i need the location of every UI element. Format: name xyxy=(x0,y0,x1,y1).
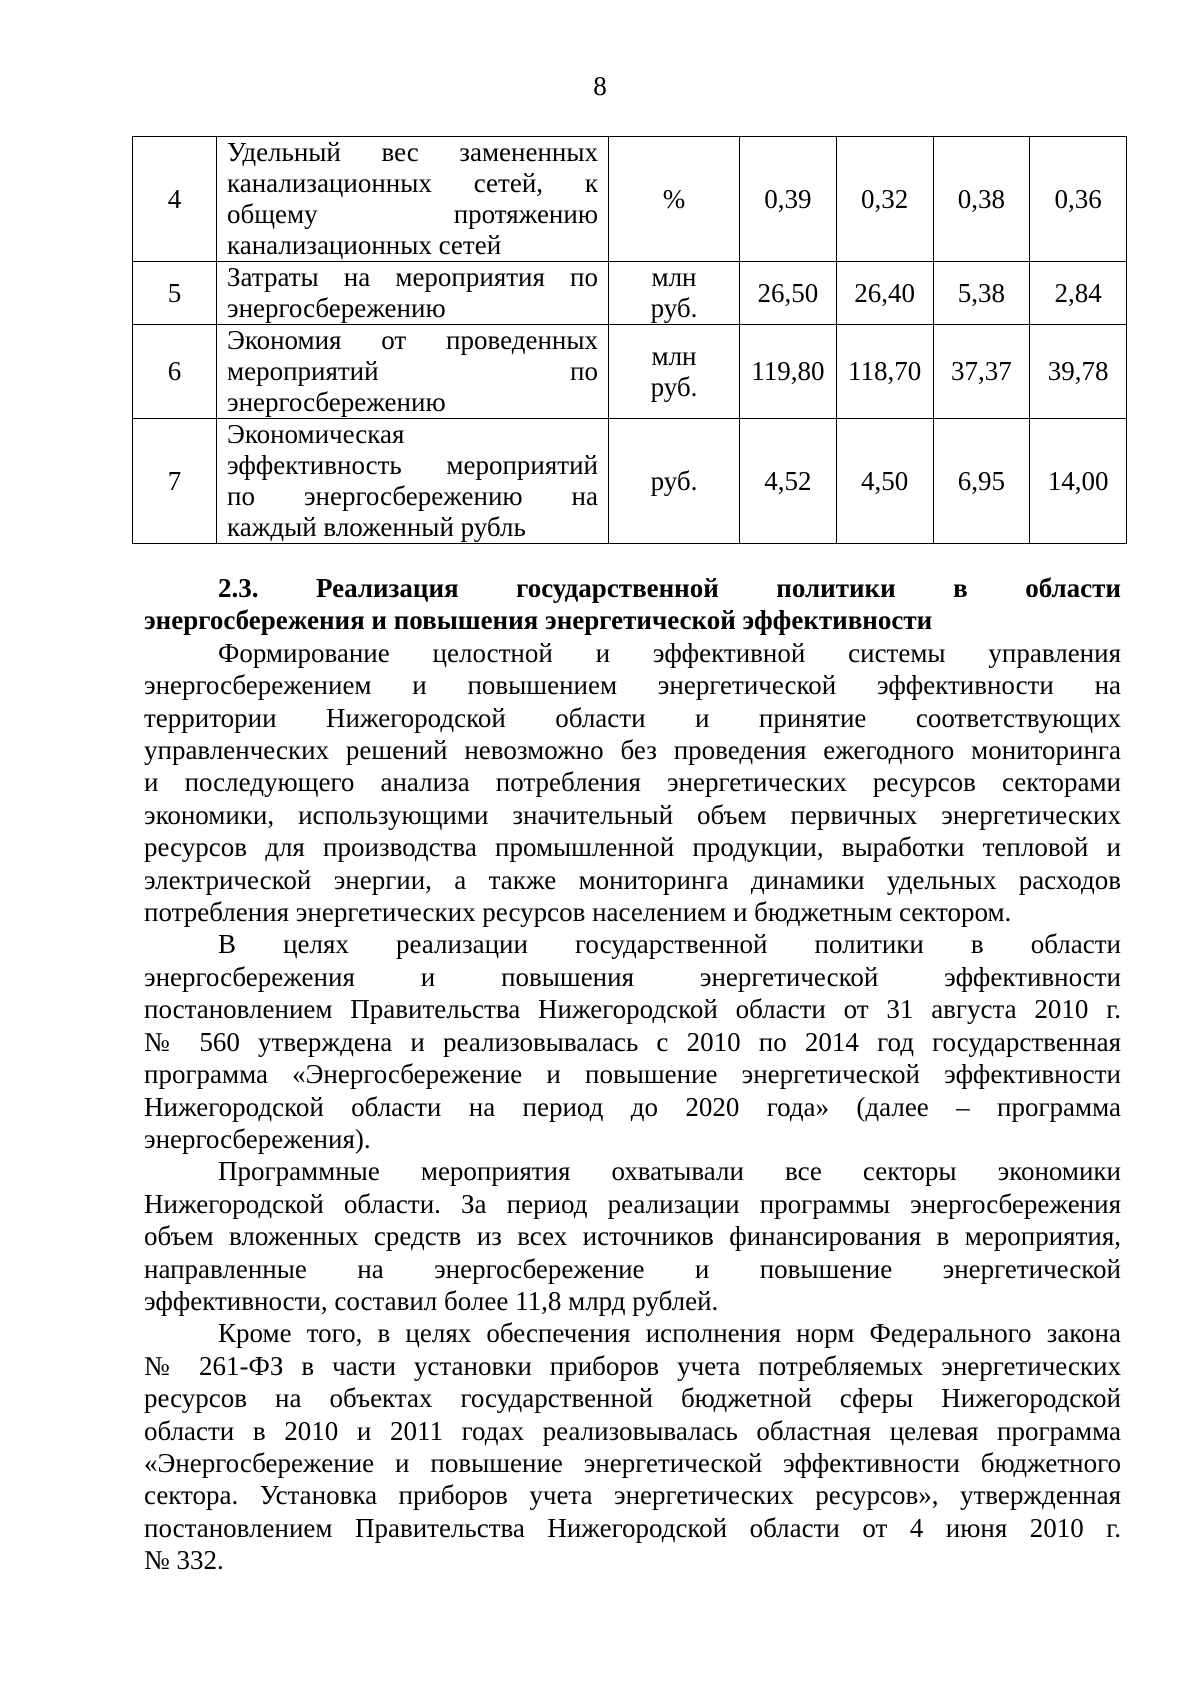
paragraph-line: энергосбережением и повышением энергетической эффективности на xyxy=(144,670,1121,701)
unit-cell xyxy=(609,419,740,544)
indicator-name-line: Удельный вес замененных xyxy=(227,137,598,167)
value-cell: 118,70 xyxy=(836,325,933,419)
value-cell: 6,95 xyxy=(933,419,1030,544)
unit-line: % xyxy=(662,183,686,214)
table-row xyxy=(133,262,1127,325)
indicator-name-line: Экономическая xyxy=(227,419,405,449)
paragraph-line: постановлением Правительства Нижегородской области от 4 июня 2010 г. xyxy=(144,1512,1121,1543)
section-heading xyxy=(144,572,1121,637)
paragraph-line: направленные на энергосбережение и повышение энергетической xyxy=(144,1253,1121,1284)
value-cell: 26,40 xyxy=(836,262,933,325)
indicator-name-cell xyxy=(217,325,609,419)
paragraph-line: Кроме того, в целях обеспечения исполнения норм Федерального закона xyxy=(218,1318,1121,1349)
paragraph-line: № 332. xyxy=(144,1545,224,1576)
row-number-cell: 4 xyxy=(133,137,217,262)
indicator-name-cell xyxy=(217,262,609,325)
unit-line: руб. xyxy=(650,371,698,402)
value-cell: 0,36 xyxy=(1030,137,1127,262)
paragraph-line: эффективности, составил более 11,8 млрд рублей. xyxy=(144,1285,719,1316)
paragraph-line: энергосбережения и повышения энергетической эффективности xyxy=(144,961,1121,992)
paragraph xyxy=(144,637,1121,929)
row-number-cell: 5 xyxy=(133,262,217,325)
paragraph-line: ресурсов на объектах государственной бюджетной сферы Нижегородской xyxy=(144,1383,1121,1414)
unit-cell xyxy=(609,325,740,419)
paragraph-line: сектора. Установка приборов учета энергетических ресурсов», утвержденная xyxy=(144,1480,1121,1511)
indicators-table xyxy=(132,136,1127,544)
unit-line: руб. xyxy=(650,465,698,496)
paragraph-line: постановлением Правительства Нижегородской области от 31 августа 2010 г. xyxy=(144,994,1121,1025)
paragraph-line: В целях реализации государственной политики в области xyxy=(218,929,1121,960)
paragraph-line: объем вложенных средств из всех источников финансирования в мероприятия, xyxy=(144,1221,1121,1252)
value-cell: 37,37 xyxy=(933,325,1030,419)
paragraph xyxy=(144,928,1121,1155)
paragraph-line: Нижегородской области. За период реализации программы энергосбережения xyxy=(144,1188,1121,1219)
indicator-name-line: мероприятий по xyxy=(227,356,598,386)
paragraph-line: электрической энергии, а также мониторинга динамики удельных расходов xyxy=(144,864,1121,895)
indicator-name-line: Экономия от проведенных xyxy=(227,325,598,355)
section-2-3 xyxy=(144,572,1121,1577)
value-cell: 39,78 xyxy=(1030,325,1127,419)
indicator-name-line: эффективность мероприятий xyxy=(227,450,598,480)
paragraph-line: ресурсов для производства промышленной продукции, выработки тепловой и xyxy=(144,832,1121,863)
unit-line: руб. xyxy=(650,293,698,323)
value-cell: 4,50 xyxy=(836,419,933,544)
paragraph-line: территории Нижегородской области и принятие соответствующих xyxy=(144,702,1121,733)
indicator-name-line: общему протяжению xyxy=(227,199,598,229)
value-cell: 5,38 xyxy=(933,262,1030,325)
paragraph-line: энергосбережения). xyxy=(144,1123,371,1154)
unit-line: млн xyxy=(651,262,697,292)
heading-line: энергосбережения и повышения энергетической эффективности xyxy=(144,605,933,636)
paragraph-line: программа «Энергосбережение и повышение энергетической эффективности xyxy=(144,1059,1121,1090)
unit-cell xyxy=(609,137,740,262)
heading-line: 2.3. Реализация государственной политики в области xyxy=(218,573,1121,603)
value-cell: 26,50 xyxy=(740,262,837,325)
indicator-name-line: энергосбережению xyxy=(227,387,446,417)
indicator-name-line: энергосбережению xyxy=(227,293,446,323)
indicator-name-line: канализационных сетей xyxy=(227,230,502,260)
paragraph-line: № 560 утверждена и реализовывалась с 2010 по 2014 год государственная xyxy=(144,1026,1121,1057)
page-number: 8 xyxy=(593,71,607,101)
indicator-name-cell xyxy=(217,137,609,262)
table-row xyxy=(133,137,1127,262)
indicator-name-line: Затраты на мероприятия по xyxy=(227,262,598,292)
paragraph-line: управленческих решений невозможно без проведения ежегодного мониторинга xyxy=(144,735,1121,766)
value-cell: 0,39 xyxy=(740,137,837,262)
paragraph-line: и последующего анализа потребления энергетических ресурсов секторами xyxy=(144,767,1121,798)
paragraph-line: Нижегородской области на период до 2020 года» (далее – программа xyxy=(144,1091,1121,1122)
paragraph-line: Программные мероприятия охватывали все секторы экономики xyxy=(218,1156,1121,1187)
paragraph-line: потребления энергетических ресурсов населением и бюджетным сектором. xyxy=(144,897,1012,928)
paragraph-line: области в 2010 и 2011 годах реализовывалась областная целевая программа xyxy=(144,1415,1121,1446)
indicator-name-cell xyxy=(217,419,609,544)
indicator-name-line: каждый вложенный рубль xyxy=(227,512,526,542)
unit-cell xyxy=(609,262,740,325)
paragraph-line: № 261-ФЗ в части установки приборов учета потребляемых энергетических xyxy=(144,1350,1121,1381)
table-row xyxy=(133,325,1127,419)
paragraph-line: «Энергосбережение и повышение энергетической эффективности бюджетного xyxy=(144,1447,1121,1478)
indicator-name-line: канализационных сетей, к xyxy=(227,168,598,198)
paragraph-line: Формирование целостной и эффективной системы управления xyxy=(218,637,1121,668)
row-number-cell: 6 xyxy=(133,325,217,419)
table-row xyxy=(133,419,1127,544)
value-cell: 119,80 xyxy=(740,325,837,419)
value-cell: 0,32 xyxy=(836,137,933,262)
value-cell: 4,52 xyxy=(740,419,837,544)
paragraph xyxy=(144,1155,1121,1317)
unit-line: млн xyxy=(651,340,697,371)
row-number-cell: 7 xyxy=(133,419,217,544)
paragraph xyxy=(144,1317,1121,1576)
paragraph-line: экономики, использующими значительный объем первичных энергетических xyxy=(144,799,1121,830)
value-cell: 14,00 xyxy=(1030,419,1127,544)
indicator-name-line: по энергосбережению на xyxy=(227,481,598,511)
value-cell: 0,38 xyxy=(933,137,1030,262)
value-cell: 2,84 xyxy=(1030,262,1127,325)
